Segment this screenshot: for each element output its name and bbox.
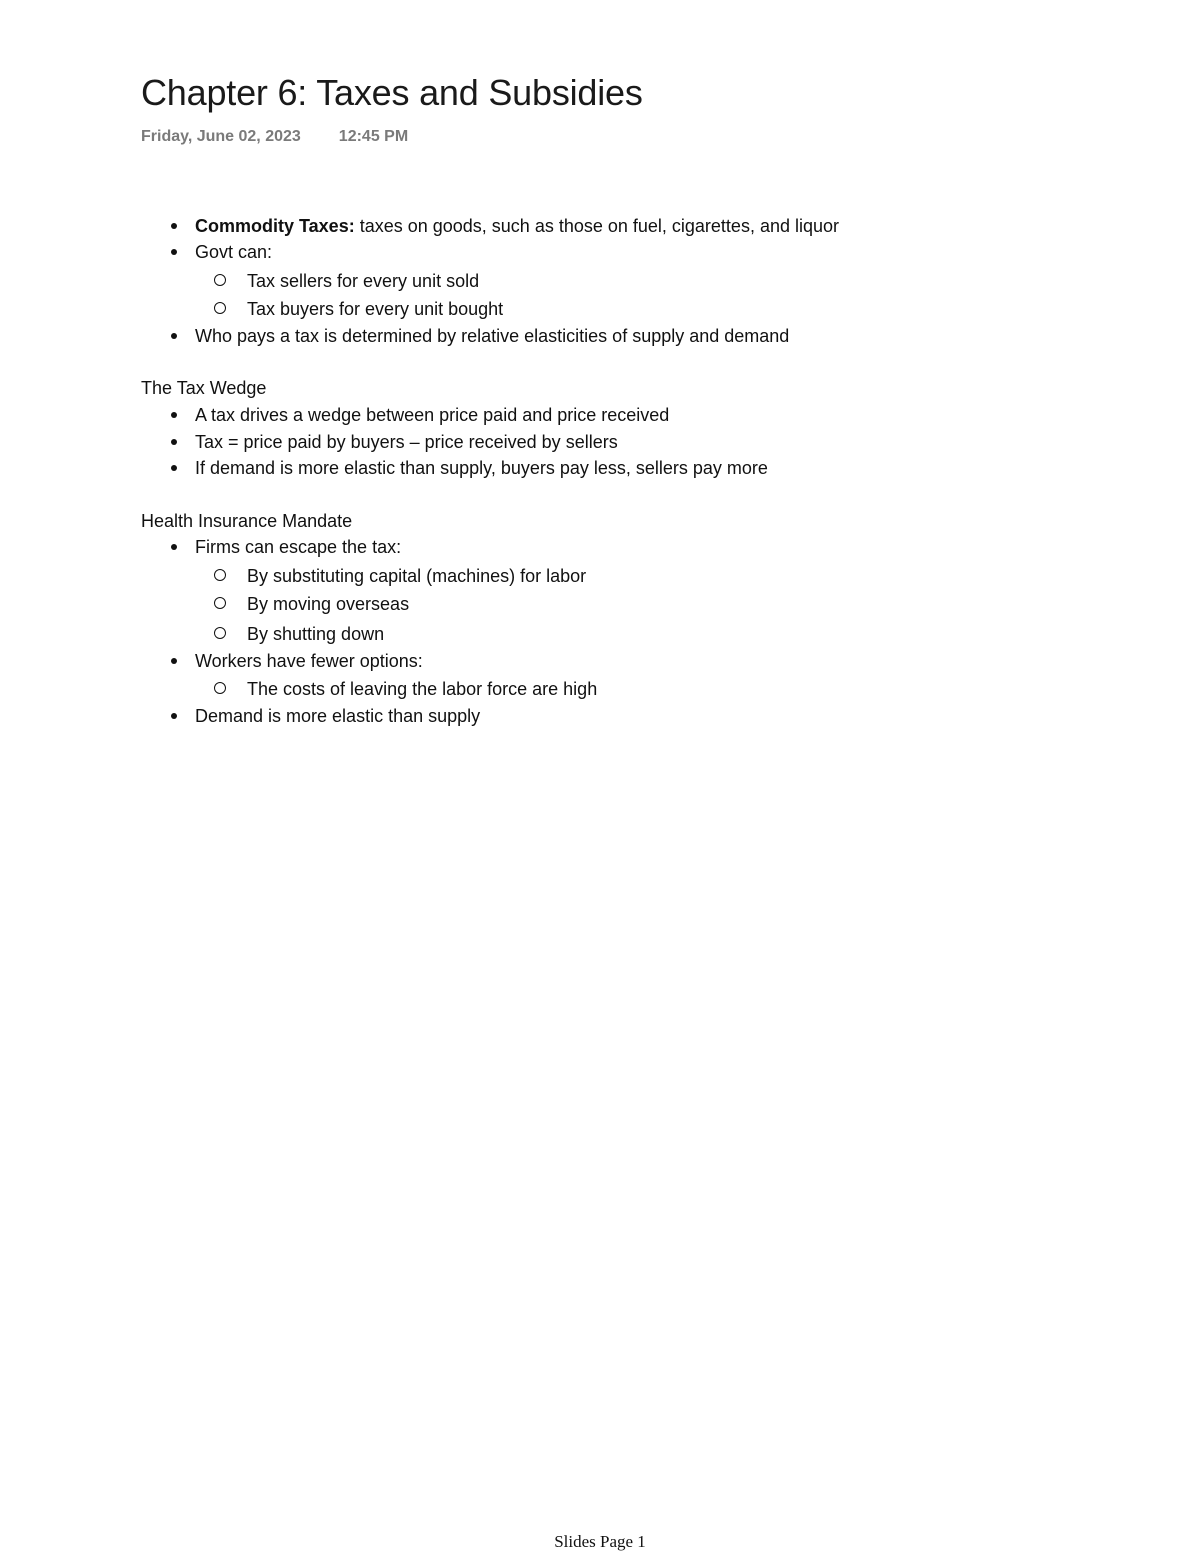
bullet-dot-icon xyxy=(171,412,177,418)
bullet-dot-icon xyxy=(171,333,177,339)
list-subitem xyxy=(247,678,597,700)
list-item-firms xyxy=(195,536,401,558)
list-subitem-text: Tax buyers for every unit bought xyxy=(247,299,504,319)
page-meta xyxy=(141,128,408,146)
list-subitem-text: Tax sellers for every unit sold xyxy=(247,271,480,291)
list-subitem xyxy=(247,565,586,587)
list-item-text: Firms can escape the tax: xyxy=(195,537,402,557)
bullet-dot-icon xyxy=(171,249,177,255)
list-item-govt-can xyxy=(195,241,272,263)
section-heading-tax-wedge: The Tax Wedge xyxy=(141,378,267,398)
list-item-text: Workers have fewer options: xyxy=(195,651,423,671)
page-title: Chapter 6: Taxes and Subsidies xyxy=(141,72,643,113)
list-subitem xyxy=(247,298,503,320)
bullet-circle-icon xyxy=(214,274,226,286)
bullet-dot-icon xyxy=(171,439,177,445)
bullet-circle-icon xyxy=(214,682,226,694)
list-subitem-text: By moving overseas xyxy=(247,594,410,614)
commodity-taxes-text: taxes on goods, such as those on fuel, cigarettes, and liquor xyxy=(354,216,840,236)
list-item-who-pays xyxy=(195,325,789,347)
bullet-circle-icon xyxy=(214,569,226,581)
list-item-text: A tax drives a wedge between price paid and price received xyxy=(195,405,670,425)
list-item-text: Demand is more elastic than supply xyxy=(195,706,481,726)
bullet-dot-icon xyxy=(171,544,177,550)
list-item xyxy=(195,431,618,453)
list-item-text: If demand is more elastic than supply, buyers pay less, sellers pay more xyxy=(195,458,768,478)
page-time: 12:45 PM xyxy=(338,128,409,145)
bullet-dot-icon xyxy=(171,658,177,664)
list-item-conclusion xyxy=(195,705,480,727)
list-item xyxy=(195,404,669,426)
bullet-circle-icon xyxy=(214,597,226,609)
list-item-commodity-taxes xyxy=(195,215,839,237)
bullet-dot-icon xyxy=(171,713,177,719)
bullet-dot-icon xyxy=(171,223,177,229)
list-item-text: Who pays a tax is determined by relative elasticities of supply and demand xyxy=(195,326,790,346)
bullet-circle-icon xyxy=(214,302,226,314)
page-footer: Slides Page 1 xyxy=(554,1532,646,1551)
list-subitem xyxy=(247,623,384,645)
page-date: Friday, June 02, 2023 xyxy=(141,128,301,145)
list-subitem-text: The costs of leaving the labor force are high xyxy=(247,679,598,699)
list-item-text: Tax = price paid by buyers – price received by sellers xyxy=(195,432,618,452)
list-item-text: Govt can: xyxy=(195,242,273,262)
list-subitem xyxy=(247,593,409,615)
bullet-dot-icon xyxy=(171,465,177,471)
commodity-taxes-term: Commodity Taxes: xyxy=(195,216,355,236)
list-item xyxy=(195,457,768,479)
list-subitem xyxy=(247,270,479,292)
list-subitem-text: By substituting capital (machines) for labor xyxy=(247,566,587,586)
bullet-circle-icon xyxy=(214,627,226,639)
list-item-workers xyxy=(195,650,423,672)
list-subitem-text: By shutting down xyxy=(247,624,385,644)
section-heading-health-mandate: Health Insurance Mandate xyxy=(141,511,353,531)
